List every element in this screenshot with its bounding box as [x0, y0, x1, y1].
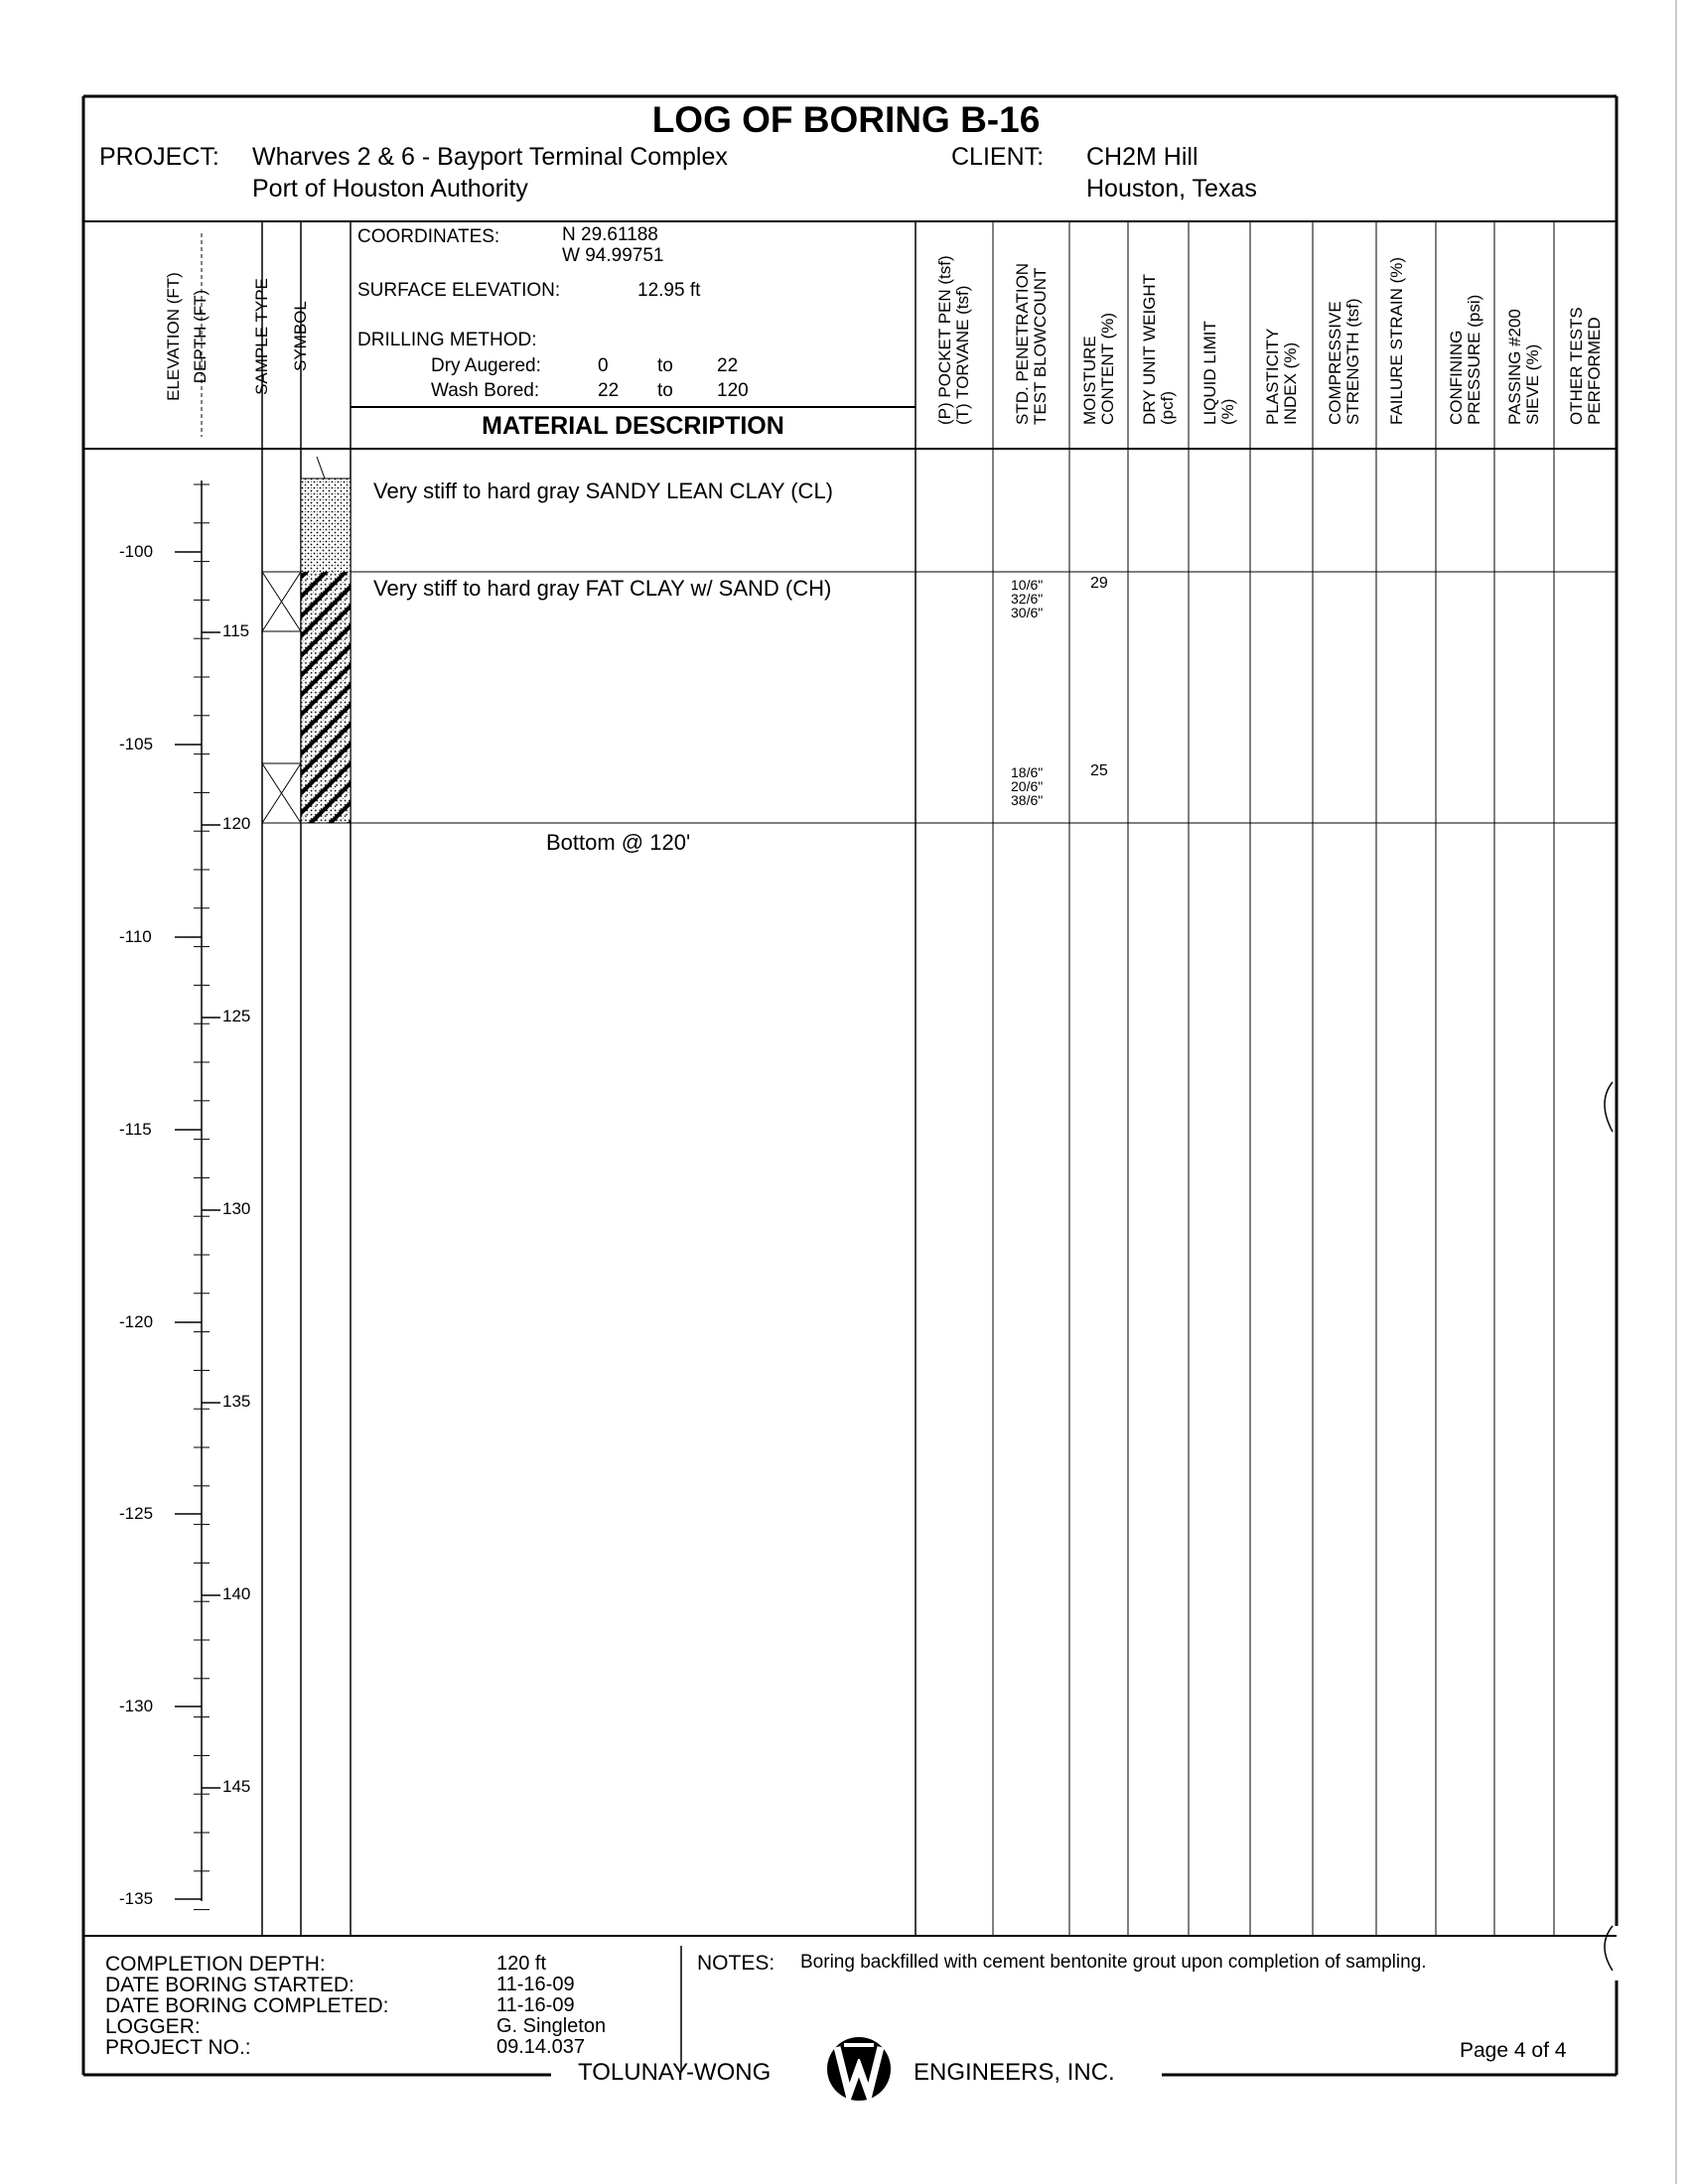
- depth-tick-label: 125: [222, 1007, 251, 1025]
- coordinates-label: COORDINATES:: [357, 226, 500, 247]
- test-header-line: MOISTURE: [1079, 336, 1099, 425]
- project-label: PROJECT:: [99, 143, 219, 171]
- test-header-line: STRENGTH (tsf): [1343, 298, 1362, 425]
- surface-elevation-value: 12.95 ft: [637, 280, 701, 301]
- blowcount: 18/6": [1011, 764, 1044, 780]
- test-column-header: [1568, 238, 1604, 433]
- test-header-line: INDEX (%): [1280, 341, 1300, 425]
- dry-augered-from: 0: [598, 355, 609, 376]
- depth-tick-label: 135: [222, 1392, 251, 1411]
- fat-clay-symbol: [301, 572, 351, 823]
- elevation-header: ELEVATION (FT): [164, 272, 183, 401]
- dry-augered-to: to: [657, 355, 673, 376]
- test-header-line: FAILURE STRAIN (%): [1387, 256, 1406, 425]
- elevation-tick-label: -135: [119, 1889, 154, 1908]
- test-header-line: (T) TORVANE (tsf): [953, 285, 972, 425]
- sandy-lean-clay-symbol: [301, 478, 351, 572]
- notes-label: NOTES:: [697, 1952, 776, 1975]
- company-logo-icon: [804, 2025, 914, 2105]
- test-header-line: COMPRESSIVE: [1326, 301, 1344, 425]
- test-column-header: [1506, 238, 1542, 433]
- logger-value: G. Singleton: [496, 2015, 607, 2037]
- elevation-tick-label: -100: [119, 542, 154, 561]
- depth-tick-label: 145: [222, 1777, 251, 1796]
- depth-tick-label: 115: [222, 621, 250, 640]
- test-header-line: LIQUID LIMIT: [1200, 321, 1219, 425]
- blowcount: 10/6": [1011, 577, 1044, 593]
- coordinate-west: W 94.99751: [562, 245, 664, 266]
- wash-bored-end: 120: [717, 380, 749, 401]
- wash-bored-from: 22: [598, 380, 620, 401]
- log-title: LOG OF BORING B-16: [651, 99, 1041, 140]
- sample-type-header: SAMPLE TYPE: [252, 278, 271, 395]
- layer-description: Very stiff to hard gray SANDY LEAN CLAY (CL): [373, 478, 834, 503]
- dry-augered-label: Dry Augered:: [431, 355, 541, 376]
- company-name-right: ENGINEERS, INC.: [914, 2059, 1115, 2086]
- test-column-header: [1141, 238, 1177, 433]
- notes-text: Boring backfilled with cement bentonite grout upon completion of sampling.: [800, 1952, 1427, 1973]
- test-column-header: [1327, 238, 1362, 433]
- test-header-line: STD. PENETRATION: [1012, 262, 1032, 425]
- depth-tick-label: 120: [222, 814, 251, 833]
- company-name-left: TOLUNAY-WONG: [578, 2059, 772, 2086]
- page-number: Page 4 of 4: [1460, 2039, 1567, 2062]
- test-header-line: PLASTICITY: [1262, 328, 1282, 425]
- blowcount: 32/6": [1011, 591, 1044, 607]
- depth-tick-label: 140: [222, 1584, 251, 1603]
- material-description-header: MATERIAL DESCRIPTION: [482, 412, 784, 440]
- test-header-line: PASSING #200: [1505, 309, 1524, 425]
- test-header-line: (%): [1218, 398, 1237, 425]
- bottom-of-boring: Bottom @ 120': [546, 830, 691, 855]
- test-column-header: [936, 238, 972, 433]
- wash-bored-label: Wash Bored:: [431, 380, 540, 401]
- elevation-tick-label: -130: [119, 1697, 154, 1715]
- date-completed-label: DATE BORING COMPLETED:: [105, 1994, 389, 2017]
- completion-depth-value: 120 ft: [496, 1953, 547, 1975]
- project-name: Wharves 2 & 6 - Bayport Terminal Complex: [252, 143, 728, 171]
- test-column-header: [1081, 238, 1117, 433]
- test-header-line: CONFINING: [1446, 330, 1466, 425]
- client-location: Houston, Texas: [1086, 175, 1257, 203]
- soil-symbol-column: [301, 457, 351, 829]
- test-header-line: PERFORMED: [1584, 317, 1604, 425]
- dry-augered-end: 22: [717, 355, 739, 376]
- wash-bored-to: to: [657, 380, 673, 401]
- layer-description: Very stiff to hard gray FAT CLAY w/ SAND (CH): [373, 576, 832, 601]
- test-header-line: DRY UNIT WEIGHT: [1139, 273, 1159, 425]
- blowcount: 38/6": [1011, 792, 1044, 808]
- project-number-label: PROJECT NO.:: [105, 2036, 251, 2059]
- elevation-tick-label: -125: [119, 1504, 154, 1523]
- elevation-tick-label: -105: [119, 735, 154, 753]
- depth-header: DEPTH (FT): [191, 289, 210, 384]
- test-header-line: CONTENT (%): [1097, 312, 1117, 425]
- completion-depth-label: COMPLETION DEPTH:: [105, 1953, 326, 1976]
- blowcount: 20/6": [1011, 778, 1044, 794]
- test-header-line: (P) POCKET PEN (tsf): [935, 255, 954, 425]
- elevation-tick-label: -110: [119, 927, 152, 946]
- logger-label: LOGGER:: [105, 2015, 201, 2038]
- drilling-method-label: DRILLING METHOD:: [357, 330, 537, 350]
- test-column-header: [1014, 238, 1050, 433]
- test-header-line: OTHER TESTS: [1566, 307, 1586, 425]
- test-column-header: [1264, 238, 1300, 433]
- client-name: CH2M Hill: [1086, 143, 1198, 171]
- client-label: CLIENT:: [951, 143, 1045, 171]
- elevation-tick-label: -120: [119, 1312, 154, 1331]
- depth-tick-label: 130: [222, 1199, 251, 1218]
- test-column-header: [1448, 238, 1483, 433]
- moisture-content: 25: [1090, 762, 1108, 779]
- date-started-value: 11-16-09: [496, 1974, 575, 1995]
- sample-type-column: [262, 566, 302, 834]
- split-spoon-sample-icon: [262, 763, 301, 823]
- test-header-line: SIEVE (%): [1523, 343, 1542, 425]
- test-column-header: [1388, 238, 1424, 433]
- coordinate-north: N 29.61188: [562, 224, 658, 245]
- test-column-header: [1201, 238, 1237, 433]
- symbol-header: SYMBOL: [291, 301, 310, 371]
- drill-marker-icon: [317, 457, 351, 478]
- blowcount: 30/6": [1011, 605, 1044, 620]
- test-header-line: TEST BLOWCOUNT: [1030, 267, 1050, 425]
- project-number-value: 09.14.037: [496, 2036, 585, 2058]
- date-started-label: DATE BORING STARTED:: [105, 1974, 354, 1996]
- project-owner: Port of Houston Authority: [252, 175, 528, 203]
- moisture-content: 29: [1090, 575, 1108, 592]
- surface-elevation-label: SURFACE ELEVATION:: [357, 280, 561, 301]
- test-header-line: PRESSURE (psi): [1464, 294, 1483, 425]
- test-header-line: (pcf): [1157, 391, 1177, 425]
- date-completed-value: 11-16-09: [496, 1994, 575, 2016]
- elevation-tick-label: -115: [119, 1120, 152, 1139]
- split-spoon-sample-icon: [262, 572, 301, 631]
